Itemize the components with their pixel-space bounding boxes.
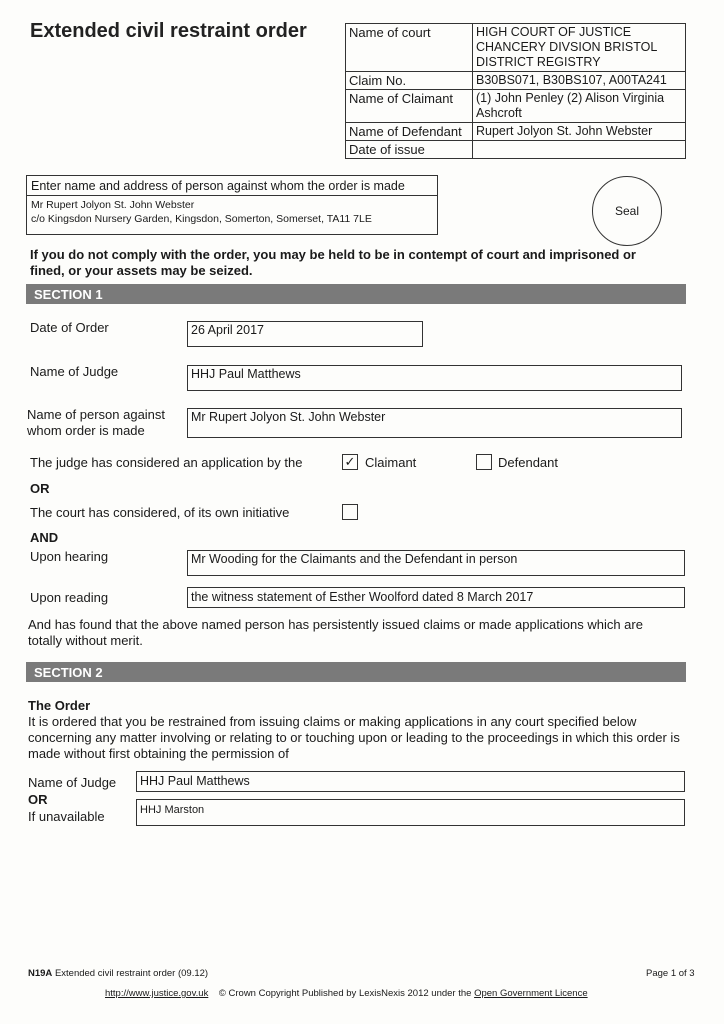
date-of-order-field[interactable]: 26 April 2017 [187, 321, 423, 347]
date-of-issue-label: Date of issue [346, 141, 473, 159]
claim-no-label: Claim No. [346, 72, 473, 90]
warning-text: If you do not comply with the order, you may be held to be in contempt of court and imprisoned or fined, or your assets may be seized. [30, 247, 636, 278]
court-name-value[interactable]: HIGH COURT OF JUSTICE CHANCERY DIVSION BRISTOL DISTRICT REGISTRY [473, 24, 686, 72]
order-heading: The Order [28, 698, 91, 713]
defendant-name-value[interactable]: Rupert Jolyon St. John Webster [473, 123, 686, 141]
section1-heading: SECTION 1 [26, 284, 686, 304]
unavailable-label: If unavailable [28, 809, 105, 824]
reading-label: Upon reading [30, 590, 109, 605]
date-of-order-label: Date of Order [30, 320, 109, 335]
page-number: Page 1 of 3 [646, 968, 695, 979]
hearing-label: Upon hearing [30, 549, 109, 564]
address-heading: Enter name and address of person against whom the order is made [27, 176, 437, 196]
form-code: N19A [28, 968, 53, 979]
court-details-table [345, 23, 686, 159]
person-label-line-2: whom order is made [27, 423, 145, 438]
licence-link[interactable]: Open Government Licence [474, 988, 588, 999]
section2-heading: SECTION 2 [26, 662, 686, 682]
judge-name-label: Name of Judge [30, 364, 119, 379]
seal-circle [592, 176, 662, 246]
order-text: It is ordered that you be restrained from issuing claims or making applications in any court specified below concerning any matter involving or relating to or touching upon or leading to the proceedings in which this order is made without first obtaining the permission of [28, 714, 680, 761]
footer-links [105, 988, 588, 999]
table-row [346, 24, 686, 72]
finding-text: And has found that the above named person has persistently issued claims or made applications which are totally without merit. [28, 617, 643, 648]
address-box[interactable] [26, 175, 438, 235]
seal-label: Seal [614, 204, 640, 218]
court-name-label: Name of court [346, 24, 473, 72]
defendant-name-label: Name of Defendant [346, 123, 473, 141]
table-row [346, 72, 686, 90]
application-text: The judge has considered an application by the [30, 455, 303, 470]
claim-no-value[interactable]: B30BS071, B30BS107, A00TA241 [473, 72, 686, 90]
claimant-name-value[interactable]: (1) John Penley (2) Alison Virginia Ashcroft [473, 90, 686, 123]
copyright-text: © Crown Copyright Published by LexisNexis 2012 under the [218, 988, 472, 999]
form-title: Extended civil restraint order [30, 20, 307, 42]
table-row [346, 123, 686, 141]
person-label-line-1: Name of person against [27, 407, 166, 422]
date-of-issue-value[interactable] [473, 141, 686, 159]
judge-name-field[interactable]: HHJ Paul Matthews [187, 365, 682, 391]
form-code-line [28, 968, 208, 979]
unavailable-judge-field[interactable]: HHJ Marston [136, 799, 685, 826]
initiative-text: The court has considered, of its own initiative [30, 505, 290, 520]
table-row [346, 141, 686, 159]
claimant-checkbox[interactable]: ✓ [342, 454, 358, 470]
or-label: OR [30, 481, 50, 496]
order-judge-field[interactable]: HHJ Paul Matthews [136, 771, 685, 792]
hearing-field[interactable]: Mr Wooding for the Claimants and the Defendant in person [187, 550, 685, 576]
justice-url-link[interactable]: http://www.justice.gov.uk [105, 988, 209, 999]
and-label: AND [30, 530, 59, 545]
order-judge-label: Name of Judge [28, 775, 117, 790]
initiative-checkbox[interactable] [342, 504, 358, 520]
address-line-1: Mr Rupert Jolyon St. John Webster [31, 199, 195, 211]
reading-field[interactable]: the witness statement of Esther Woolford dated 8 March 2017 [187, 587, 685, 608]
address-line-2: c/o Kingsdon Nursery Garden, Kingsdon, Somerton, Somerset, TA11 7LE [31, 213, 372, 225]
claimant-label: Claimant [365, 455, 417, 470]
claimant-name-label: Name of Claimant [346, 90, 473, 123]
form-name: Extended civil restraint order (09.12) [54, 968, 209, 979]
person-name-field[interactable]: Mr Rupert Jolyon St. John Webster [187, 408, 682, 438]
table-row [346, 90, 686, 123]
defendant-checkbox[interactable] [476, 454, 492, 470]
order-or-label: OR [28, 792, 48, 807]
defendant-label: Defendant [498, 455, 558, 470]
